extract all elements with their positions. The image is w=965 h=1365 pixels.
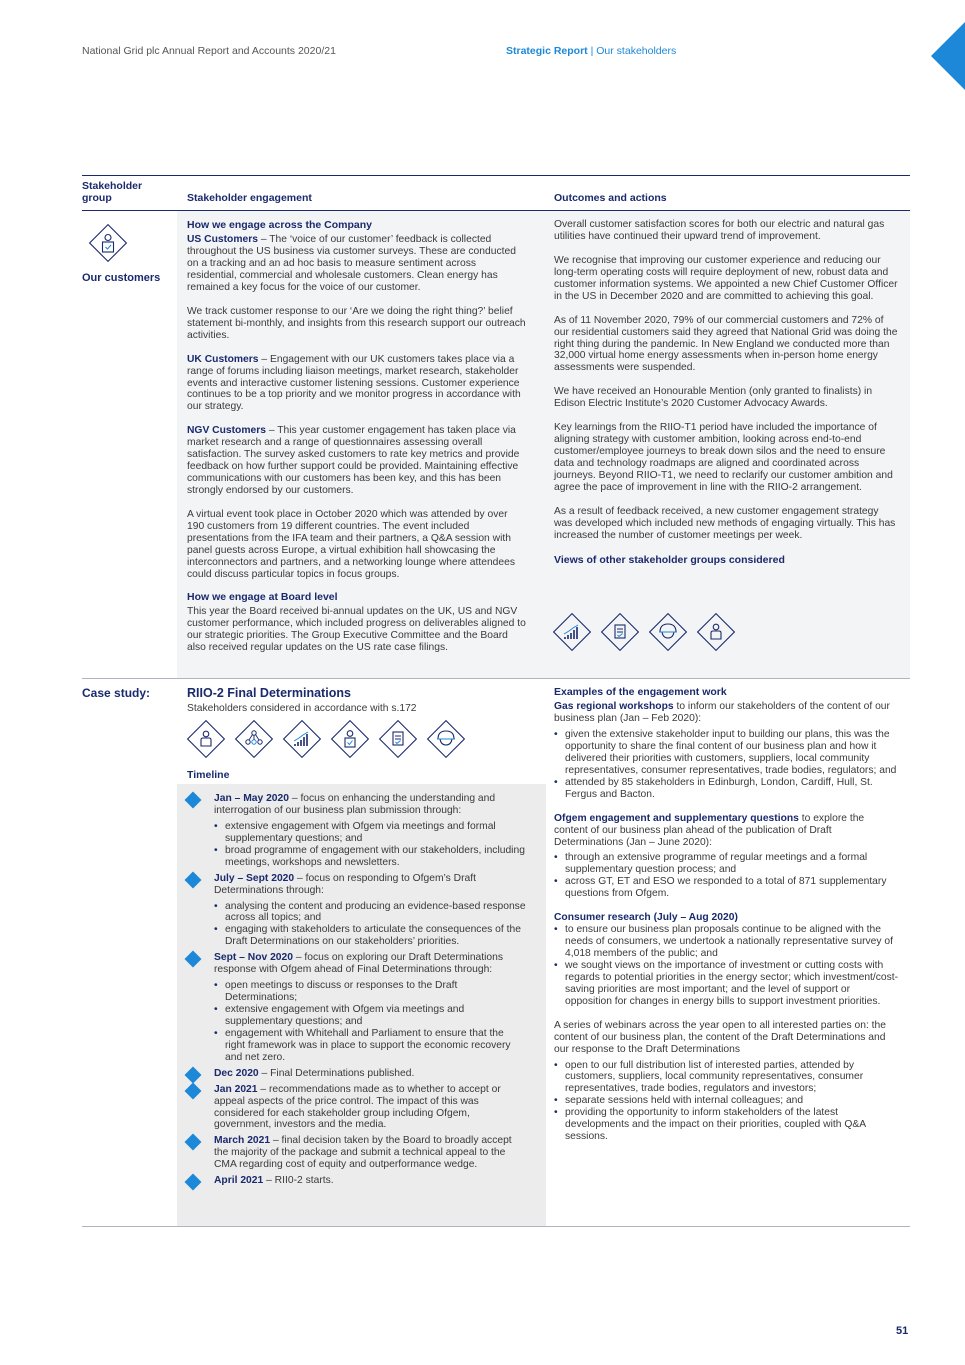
views-heading: Views of other stakeholder groups considered bbox=[554, 553, 785, 566]
list-item: • to ensure our business plan proposals continue to be aligned with the needs of consumers, we undertook a nationally representative survey of 4,018 members of the public; and bbox=[554, 924, 899, 960]
timeline-item bbox=[214, 793, 526, 869]
communities-icon bbox=[185, 718, 227, 760]
ngv-customers-lead: NGV Customers bbox=[187, 425, 266, 437]
consumer-research-heading: Consumer research (July – Aug 2020) bbox=[554, 912, 738, 924]
table-bottom-rule bbox=[82, 1226, 910, 1227]
timeline-date: Dec 2020 bbox=[214, 1067, 259, 1079]
list-item: • extensive engagement with Ofgem via meetings and supplementary questions; and bbox=[214, 1004, 526, 1028]
investors-icon bbox=[551, 611, 593, 653]
timeline-item bbox=[214, 1175, 526, 1187]
section-subtitle: Our stakeholders bbox=[596, 45, 677, 57]
timeline-heading: Timeline bbox=[187, 769, 230, 781]
column-header-outcomes: Outcomes and actions bbox=[554, 192, 667, 204]
column-header-engagement: Stakeholder engagement bbox=[187, 192, 312, 204]
network-icon bbox=[233, 718, 275, 760]
gas-workshops-bullets bbox=[554, 729, 899, 801]
outcome-paragraph: We recognise that improving our customer experience and reducing our long-term operating costs will require deployment of new, robust data and customer information systems. We appointed a new Chief Customer Officer in the US in December 2020 and are committed to achieving this goal. bbox=[554, 254, 898, 302]
timeline-text: – RII0-2 starts. bbox=[263, 1175, 334, 1187]
timeline-bullets bbox=[214, 821, 526, 869]
timeline-date: July – Sept 2020 bbox=[214, 872, 295, 884]
list-item: • separate sessions held with internal colleagues; and bbox=[554, 1095, 899, 1107]
ngv-customers-text: – This year customer engagement has taken place via market research and a range of questionnaires assessing overall satisfaction. The survey asked customers to rate key metrics and provide feedback on how further support could be provided. Maintaining effective communications with our customers has been key, and this has been strongly endorsed by our customers. bbox=[187, 425, 520, 497]
case-study-label: Case study: bbox=[82, 686, 151, 700]
outcome-paragraph: Key learnings from the RIIO-T1 period have included the importance of aligning strategy with customer ambition, looking across end-to-end customer/employee journeys to break down silos and the need to ensure data and technology roadmaps are aligned and coordinated across journeys. Beyond RIIO-T1, we need to reclarify our customer ambition and agree the pace of improvement in line with the RIIO-2 arrangement. bbox=[554, 422, 893, 493]
timeline bbox=[214, 793, 526, 1191]
examples-heading: Examples of the engagement work bbox=[554, 686, 727, 698]
timeline-date: April 2021 bbox=[214, 1175, 264, 1187]
list-item: • through an extensive programme of regular meetings and a formal supplementary question process; and bbox=[554, 852, 899, 876]
regulators-icon bbox=[599, 611, 641, 653]
report-title: National Grid plc Annual Report and Accounts 2020/21 bbox=[82, 45, 336, 57]
uk-customers-lead: UK Customers bbox=[187, 353, 259, 365]
timeline-text: – Final Determinations published. bbox=[258, 1067, 415, 1079]
breadcrumb-separator: | bbox=[590, 45, 594, 57]
column-header-group: Stakeholder group bbox=[82, 180, 143, 204]
virtual-event-paragraph: A virtual event took place in October 2020 which was attended by over 190 customers from 19 different countries. The event included presentations from the IFA team and their partners, a Q&A session with panel guests across Europe, a virtual exhibition hall showcasing the interconnectors and partners, and a networking lounge where attendees could discuss particular topics in focus groups. bbox=[187, 508, 515, 580]
uk-customers-text: – Engagement with our UK customers takes place via a range of forums including liaison meetings, market research, stakeholder events and interactive customer listening sessions. Customer experience continues to be a top priority and we monitor progress in accordance with our strategy. bbox=[187, 353, 521, 413]
page-number: 51 bbox=[896, 1325, 909, 1337]
timeline-item bbox=[214, 1084, 526, 1132]
timeline-text: – recommendations made as to whether to accept or appeal aspects of the price control. The impact of this was considered for each stakeholder group including Ofgem, government, investors and the media. bbox=[214, 1083, 501, 1131]
timeline-text: – focus on responding to Ofgem’s Draft Determinations through: bbox=[214, 872, 476, 896]
views-icon-row bbox=[551, 611, 737, 653]
outcome-paragraph: As of 11 November 2020, 79% of our commercial customers and 72% of our residential customers said they agreed that National Grid was doing the right thing during the pandemic. In New England we conducted more than 32,000 virtual home energy assessments when in-person home energy assessments were suspended. bbox=[554, 314, 898, 374]
ofgem-lead: Ofgem engagement and supplementary questions bbox=[554, 812, 799, 824]
ngv-customers-paragraph bbox=[187, 425, 527, 497]
timeline-item bbox=[214, 1135, 526, 1171]
row-divider bbox=[82, 678, 910, 679]
outcome-paragraph: As a result of feedback received, a new customer engagement strategy was developed which included new methods of engaging virtually. This has increased the number of customer meetings per week. bbox=[554, 505, 896, 541]
list-item: • given the extensive stakeholder input to building our plans, this was the opportunity to share the final content of our business plan and how it delivered their priorities with customers, suppliers, local community representatives, consumer representatives, trade bodies, regulators; and bbox=[554, 729, 899, 777]
list-item: • engagement with Whitehall and Parliament to ensure that the right framework was in place to support the economic recovery and net zero. bbox=[214, 1028, 526, 1064]
gas-workshops-text: to inform our stakeholders of the content of our business plan (Jan – Feb 2020): bbox=[554, 701, 890, 725]
customers-icon bbox=[329, 718, 371, 760]
regulators-icon bbox=[377, 718, 419, 760]
case-study-title: RIIO-2 Final Determinations bbox=[187, 686, 351, 700]
engagement-examples bbox=[554, 686, 899, 1143]
employees-icon bbox=[647, 611, 689, 653]
timeline-text: – focus on exploring our Draft Determinations response with Ofgem ahead of Final Determinations through: bbox=[214, 952, 504, 976]
list-item: • attended by 85 stakeholders in Edinburgh, London, Cardiff, Hull, St. Fergus and Bacton. bbox=[554, 777, 899, 801]
customers-outcomes bbox=[554, 219, 899, 569]
consumer-research-bullets bbox=[554, 924, 899, 1008]
list-item: • providing the opportunity to inform stakeholders of the latest developments and the impact on their priorities, coupled with Q&A sessions. bbox=[554, 1107, 899, 1143]
list-item: • engaging with stakeholders to articulate the consequences of the Draft Determinations on our stakeholders’ priorities. bbox=[214, 924, 526, 948]
list-item: • open to our full distribution list of interested parties, attended by customers, suppliers, local community representatives, consumer representatives, trade bodies, regulators and investors; bbox=[554, 1060, 899, 1096]
outcome-paragraph: Overall customer satisfaction scores for both our electric and natural gas utilities have continued their upward trend of improvement. bbox=[554, 219, 885, 242]
list-item: • extensive engagement with Ofgem via meetings and formal supplementary questions; and bbox=[214, 821, 526, 845]
table-top-rule bbox=[82, 175, 910, 176]
timeline-bullets bbox=[214, 980, 526, 1064]
list-item: • we sought views on the importance of investment or cutting costs with regards to potential priorities in the energy sector; which investment/cost-saving priorities are most important; and the level of support or opposition for changes in energy bills to support investment priorities. bbox=[554, 960, 899, 1008]
case-study-subtitle: Stakeholders considered in accordance with s.172 bbox=[187, 703, 417, 714]
customers-icon bbox=[86, 221, 130, 269]
timeline-item bbox=[214, 873, 526, 949]
communities-icon bbox=[695, 611, 737, 653]
corner-tab-icon bbox=[931, 22, 965, 90]
webinar-bullets bbox=[554, 1060, 899, 1144]
us-customers-lead: US Customers bbox=[187, 234, 258, 246]
timeline-date: Jan 2021 bbox=[214, 1083, 258, 1095]
gas-workshops-lead: Gas regional workshops bbox=[554, 701, 674, 713]
engage-heading: How we engage across the Company bbox=[187, 219, 372, 231]
us-customers-paragraph bbox=[187, 234, 527, 294]
group-label-customers: Our customers bbox=[82, 272, 161, 284]
case-study-icon-row bbox=[185, 718, 467, 760]
employees-icon bbox=[425, 718, 467, 760]
outcome-paragraph: We have received an Honourable Mention (only granted to finalists) in Edison Electric Institute’s 2020 Customer Advocacy Awards. bbox=[554, 386, 873, 410]
list-item: • open meetings to discuss or responses to the Draft Determinations; bbox=[214, 980, 526, 1004]
customers-engagement bbox=[187, 219, 527, 654]
section-breadcrumb bbox=[506, 45, 676, 57]
timeline-date: March 2021 bbox=[214, 1135, 271, 1147]
timeline-date: Sept – Nov 2020 bbox=[214, 952, 293, 964]
list-item: • analysing the content and producing an evidence-based response across all topics; and bbox=[214, 901, 526, 925]
timeline-date: Jan – May 2020 bbox=[214, 793, 289, 804]
track-paragraph: We track customer response to our ‘Are we doing the right thing?’ belief statement bi-monthly, and insights from this research support our outreach activities. bbox=[187, 305, 526, 341]
us-customers-text: – The ‘voice of our customer’ feedback is collected throughout the US business via customer surveys. These are conducted on a tracking and an ad hoc basis to measure sentiment across residential, commercial and wholesale customers. Clean energy has remained a key focus for the voice of our customer. bbox=[187, 234, 516, 293]
timeline-bullets bbox=[214, 901, 526, 949]
ofgem-bullets bbox=[554, 852, 899, 900]
gas-workshops-paragraph bbox=[554, 701, 899, 725]
ofgem-text: to explore the content of our business plan ahead of the publication of Draft Determinations (Jan – June 2020): bbox=[554, 812, 865, 848]
board-heading: How we engage at Board level bbox=[187, 590, 338, 603]
uk-customers-paragraph bbox=[187, 354, 527, 414]
board-paragraph: This year the Board received bi-annual updates on the UK, US and NGV customer performance, which included progress on deliverables aligned to our strategic priorities. The Group Executive Committee and the Board also received regular updates on the US rate case filings. bbox=[187, 605, 526, 653]
timeline-text: – focus on enhancing the understanding and interrogation of our business plan submission through: bbox=[214, 793, 496, 816]
list-item: • broad programme of engagement with our stakeholders, including meetings, workshops and newsletters. bbox=[214, 845, 526, 869]
webinar-paragraph: A series of webinars across the year open to all interested parties on: the content of our business plan, the content of the Draft Determinations and our response to the Draft Determinations bbox=[554, 1019, 886, 1055]
investors-icon bbox=[281, 718, 323, 760]
timeline-item bbox=[214, 952, 526, 1063]
timeline-text: – final decision taken by the Board to broadly accept the majority of the package and submit a technical appeal to the CMA regarding cost of equity and outperformance wedge. bbox=[214, 1135, 512, 1171]
ofgem-paragraph bbox=[554, 813, 899, 849]
list-item: • across GT, ET and ESO we responded to a total of 871 supplementary questions from Ofgem. bbox=[554, 876, 899, 900]
timeline-item bbox=[214, 1068, 526, 1080]
section-title: Strategic Report bbox=[506, 45, 588, 57]
